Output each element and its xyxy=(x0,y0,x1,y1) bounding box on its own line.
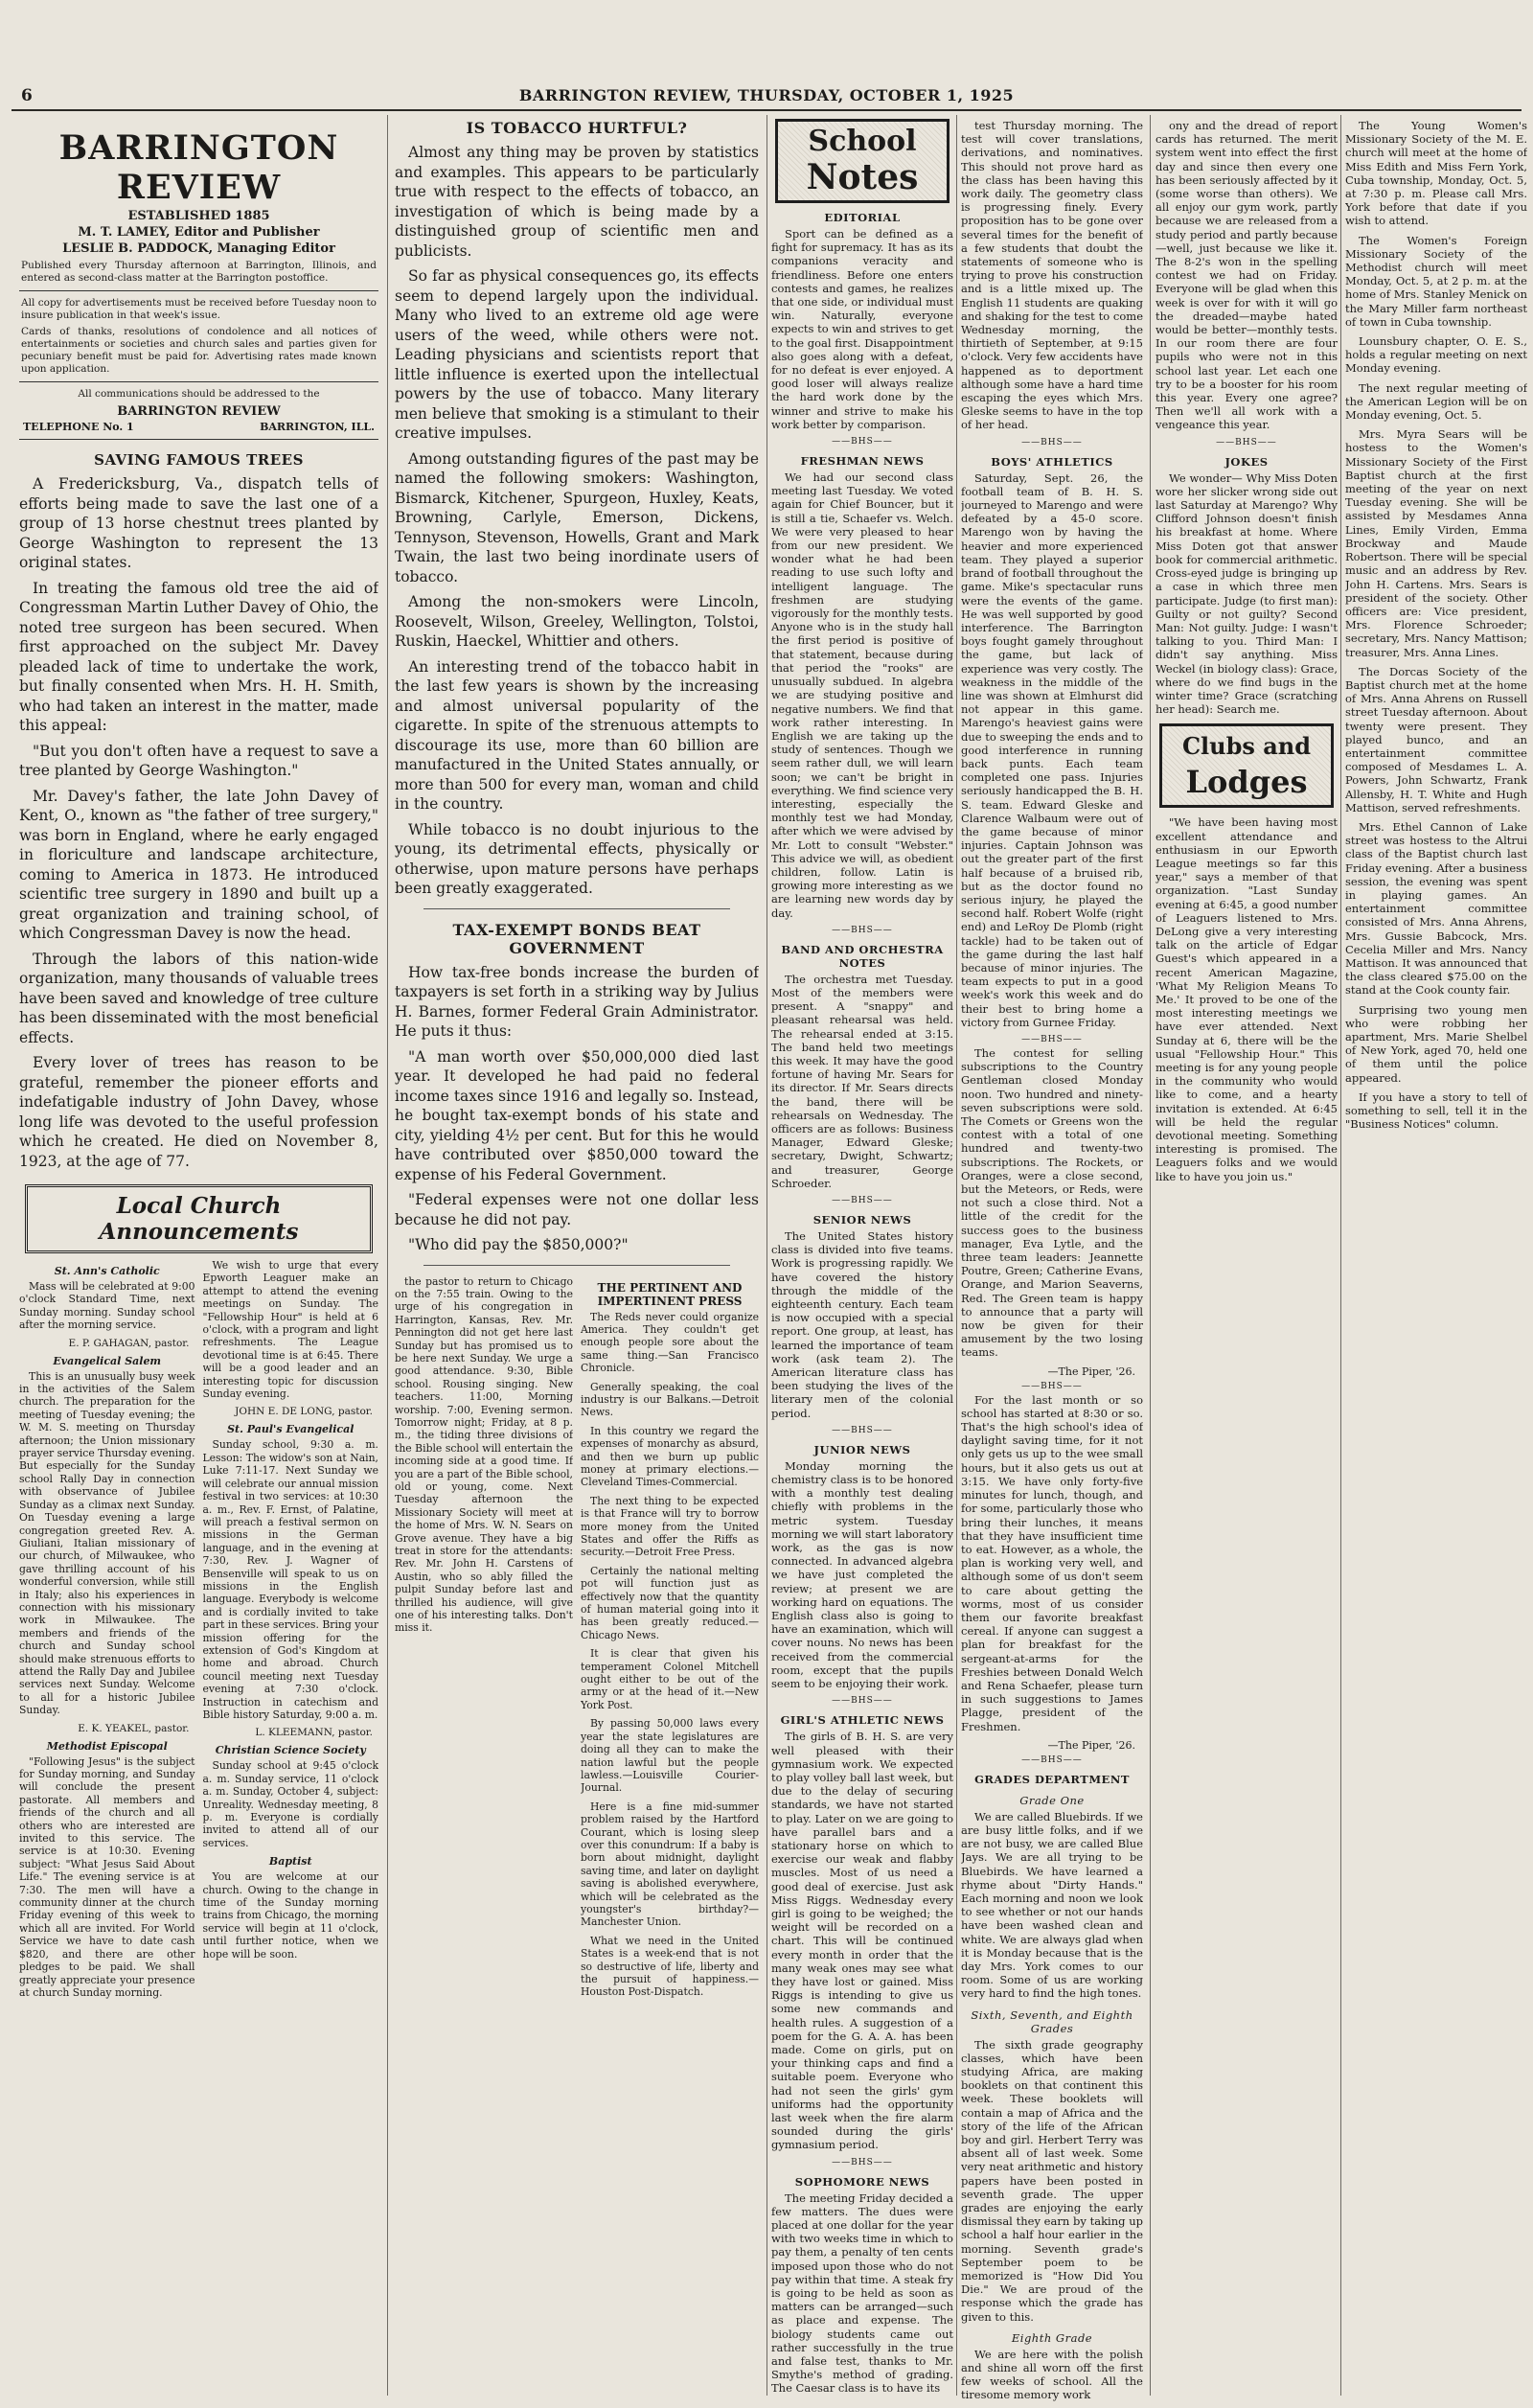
cards-note: Cards of thanks, resolutions of condolence and all notices of entertainments or societies and church sales and parties given for pecuniary benefit must be paid for. Advertising rates made known upon application. xyxy=(21,326,377,375)
column-rule xyxy=(387,115,388,2396)
editorial-headline: EDITORIAL xyxy=(824,211,901,224)
paragraph: A Fredericksburg, Va., dispatch tells of efforts being made to save the last one of a group of 13 horse chestnut trees planted by George Washington to represent the 13 original states. xyxy=(19,475,378,571)
club-notice: Mrs. Myra Sears will be hostess to the Women's Missionary Society of the First Baptist church at the first meeting of the year on next Tuesday evening. She will be assisted by Mesdames Anna Lines, Emily Virden, Emma Brockway and Maude Robertson. There will be special music and an address by Rev. John H. Cartens. Mrs. Sears is president of the society. Other officers are: Vice president, Mrs. Florence Schroeder; secretary, Mrs. Nancy Mattison; treasurer, Mrs. Anna Lines. xyxy=(1345,427,1527,659)
telephone-row xyxy=(23,421,375,433)
paragraph: Mr. Davey's father, the late John Davey of Kent, O., known as "the father of tree surgery," was born in England, where he early engaged in floriculture and landscape architecture, coming to America in 1873. He introduced scientific tree surgery in 1890 and built up a great organization and training school, of which Congressman Davey is now the head. xyxy=(19,787,378,942)
logo-word: Notes xyxy=(806,157,919,197)
club-notice: The Dorcas Society of the Baptist church met at the home of Mrs. Anna Ahrens on Russell street Tuesday afternoon. About twenty were present. They played bunco, and an entertainment committee composed of Mesdames L. A. Powers, John Schwartz, Frank Allensby, H. T. White and Hugh Mattison, served refreshments. xyxy=(1345,664,1527,814)
grade-one-text: We are called Bluebirds. If we are busy little folks, and if we are not busy, we are called Blue Jays. We are all trying to be Bluebirds. We have learned a rhyme about "Dirty Hands." Each morning and noon we look to see whether or not our hands have been washed clean and white. We are always glad when it is Monday because that is the day Mrs. York comes to our room. Some of us are working very hard to find the high tones. xyxy=(961,1809,1143,2001)
page-number: 6 xyxy=(21,86,34,105)
pertinent-headline: THE PERTINENT AND IMPERTINENT PRESS xyxy=(597,1280,743,1308)
boys-athletics-text: Saturday, Sept. 26, the football team of B. H. S. journeyed to Marengo and were defeated by a 45-0 score. Marengo won by having the heavier and more experienced team. They played a superior brand of football throughout the game. Mike's spectacular runs were the events of the game. He was well supported by good interference. The Barrington boys fought gamely throughout the game, but lack of experience was very costly. The weakness in the middle of the line was shown at Elmhurst did not appear in this game. Marengo's heaviest gains were due to sweeping the ends and to good interference in running back punts. Each team completed one pass. Injuries seriously handicapped the B. H. S. team. Edward Gleske and Clarence Walbaum were out of the game because of minor injuries. Captain Johnson was out the greater part of the first half because of a bruised rib, but as the doctor found no serious injury, he played the second half. Robert Wolfe (right end) and LeRoy De Plomb (right tackle) had to be taken out of the game during the last half because of minor injuries. The team expects to put in a good week's work this week and do their best to bring home a victory from Gurnee Friday. xyxy=(961,470,1143,1029)
editor-line: M. T. LAMEY, Editor and Publisher xyxy=(78,225,320,240)
trees-headline: SAVING FAMOUS TREES xyxy=(94,451,304,469)
sophomore-headline: SOPHOMORE NEWS xyxy=(794,2174,930,2189)
column-rule xyxy=(1340,115,1341,2396)
church-notice: Mass will be celebrated at 9:00 o'clock Standard Time, next Sunday morning. Sunday school after the morning service. xyxy=(19,1280,195,1332)
church-name: Christian Science Society xyxy=(215,1744,366,1757)
church-name: Methodist Episcopal xyxy=(46,1739,168,1753)
church-notice: the pastor to return to Chicago on the 7:55 train. Owing to the urge of his congregation in Harrington, Kansas, Rev. Mr. Pennington did not get here last Sunday but has promised us to be here next Sunday. We urge a good attendance. 9:30, Bible school. Rousing singing. New teachers. 11:00, Morning worship. 7:00, Evening sermon. Tomorrow night; Friday, at 8 p. m., the tiding three divisions of the Bible school will entertain the incoming side at a good time. If you are a part of the Bible school, old or young, come. Next Tuesday afternoon the Missionary Society will meet at the home of Mrs. W. N. Sears on Grove avenue. They have a big treat in store for the attendants: Rev. Mr. John H. Carstens of Austin, who so ably filled the pulpit Sunday before last and thrilled his audience, will give one of his interesting talks. Don't miss it. xyxy=(395,1274,573,1635)
divider xyxy=(19,290,378,291)
grade-one-headline: Grade One xyxy=(1019,1793,1085,1807)
tobacco-article xyxy=(395,143,759,899)
separator: ——BHS—— xyxy=(832,1425,893,1435)
sixth-grade-text: The sixth grade geography classes, which have been studying Africa, are making booklets on that continent this week. These booklets will contain a map of Africa and the story of the life of the African boy and girl. Herbert Terry was absent all of last week. Some very neat arithmetic and history papers have been posted in seventh grade. The upper grades are enjoying the early dismissal they earn by taking up school a half hour earlier in the morning. Seventh grade's September poem to be memorized is "How Did You Die." We are proud of the response which the grade has given to this. xyxy=(961,2037,1143,2324)
church-notice: We wish to urge that every Epworth Leaguer make an attempt to attend the evening meetings on Sunday. The "Fellowship Hour" is held at 6 o'clock, with a program and light refreshments. The League devotional time is at 6:45. There will be a good leader and an interesting topic for discussion Sunday evening. xyxy=(202,1259,378,1401)
schedule-text: For the last month or so school has started at 8:30 or so. That's the high school's idea of daylight saving time, for it not only gets us up to the wee small hours, but it also gets us out at 3:15. We have only forty-five minutes for lunch, though, and for some, particularly those who bring their lunches, it means that they have insufficient time to eat. However, as a whole, the plan is working very well, and although some of us don't seem to care about getting the worms, most of us consider them our favorite breakfast cereal. If anyone can suggest a plan for breakfast for the sergeant-at-arms for the Freshies between Donald Welch and Rena Schaefer, please turn in such suggestions to James Plagge, president of the Freshmen. xyxy=(961,1392,1143,1733)
column-rule xyxy=(956,115,957,2396)
city: BARRINGTON, ILL. xyxy=(260,421,375,433)
church-notice: Sunday school at 9:45 o'clock a. m. Sunday service, 11 o'clock a. m. Sunday, October 4, subject: Unreality. Wednesday meeting, 8 p. m. Everyone is cordially invited to attend all of our services. xyxy=(202,1759,378,1849)
church-notice: Sunday school, 9:30 a. m. Lesson: The widow's son at Nain, Luke 7:11-17. Next Sunday we will celebrate our annual mission festival in two services: at 10:30 a. m., Rev. F. Ernst, of Palatine, will preach a festival sermon on missions in the German language, and in the evening at 7:30, Rev. J. Wagner of Bensenville will speak to us on missions in the English language. Everybody is welcome and is cordially invited to take part in these services. Bring your mission offering for the extension of God's Kingdom at home and abroad. Church council meeting next Tuesday evening at 7:30 o'clock. Instruction in catechism and Bible history Saturday, 9:00 a. m. xyxy=(202,1438,378,1721)
paragraph: An interesting trend of the tobacco habit in the last few years is shown by the increasing and almost universal popularity of the cigarette. In spite of the strenuous attempts to discourage its use, more than 60 billion are manufactured in the United States annually, or more than 500 for every man, woman and child in the country. xyxy=(395,657,759,813)
girls-athletic-text: The girls of B. H. S. are very well pleased with their gymnasium work. We expected to play volley ball last week, but due to the delay of securing standards, we have not started to play. Later on we are going to have parallel bars and a stationary horse on which to exercise our weak and flabby muscles. Most of us need a good deal of exercise. Just ask Miss Riggs. Wednesday every girl is going to be weighed; the weight will be recorded on a chart. This will be continued every month in order that the many weak ones may see what they have lost or gained. Miss Riggs is intending to give us some new commands and health rules. A suggestion of a poem for the G. A. A. has been made. Come on girls, put on your thinking caps and find a suitable poem. Everyone who had not seen the girls' gym uniforms had the opportunity last week when the fire alarm sounded during the girls' gymnasium period. xyxy=(771,1730,953,2152)
separator: ——BHS—— xyxy=(832,925,893,935)
paragraph: Through the labors of this nation-wide organization, many thousands of valuable trees have been saved and knowledge of tree culture has been disseminated with the most beneficial effects. xyxy=(19,950,378,1046)
signature: L. KLEEMANN, pastor. xyxy=(255,1727,373,1739)
senior-text: The United States history class is divided into five teams. Work is progressing rapidly. We have covered the history through the middle of the eighteenth century. Each team is now occupied with a special report. One group, at least, has learned the importance of team work (ask team 2). The American literature class has been studying the lives of the literary men of the colonial period. xyxy=(771,1229,953,1420)
paragraph: How tax-free bonds increase the burden of taxpayers is set forth in a striking way by Julius H. Barnes, former Federal Grain Administrator. He puts it thus: xyxy=(395,963,759,1040)
paragraph: Almost any thing may be proven by statistics and examples. This appears to be particularly true with respect to the effects of tobacco, an investigation of which is being made by a distinguished group of scientific men and publicists. xyxy=(395,144,759,260)
paragraph: "A man worth over $50,000,000 died last year. It developed he had paid no federal income taxes since 1916 and legally so. Instead, he bought tax-exempt bonds of his state and city, yielding 4½ per cent. But for this he would have contributed over $850,000 toward the expense of his Federal Government. xyxy=(395,1047,759,1183)
press-item: In this country we regard the expenses of monarchy as absurd, and then we burn up public money at primary elections.—Cleveland Times-Commercial. xyxy=(581,1424,759,1489)
press-item: Generally speaking, the coal industry is our Balkans.—Detroit News. xyxy=(581,1380,759,1419)
senior-headline: SENIOR NEWS xyxy=(812,1213,912,1227)
separator: ——BHS—— xyxy=(1216,437,1277,447)
church-name: Evangelical Salem xyxy=(53,1354,162,1367)
club-notice: The next regular meeting of the American Legion will be on Monday evening, Oct. 5. xyxy=(1345,380,1527,423)
credit-line: —The Piper, '26. xyxy=(1047,1365,1135,1378)
pertinent-press xyxy=(581,1275,759,2005)
church-notice: You are welcome at our church. Owing to the change in time of the Sunday morning trains from Chicago, the morning service will begin at 11 o'clock, until further notice, when we hope will be soon. xyxy=(202,1870,378,1961)
separator: ——BHS—— xyxy=(1021,1381,1083,1391)
junior-text: Monday morning the chemistry class is to be honored with a monthly test dealing chiefly with problems in the metric system. Tuesday morning we will start laboratory work, as the gas is now connected. In advanced algebra we have just completed the review; at present we are working hard on equations. The English class also is going to have an examination, which will cover nouns. No news has been received from the commercial room, except that the pupils seem to be enjoying their work. xyxy=(771,1458,953,1691)
band-text: The orchestra met Tuesday. Most of the members were present. A "snappy" and pleasant rehearsal was held. The rehearsal ended at 3:15. The band held two meetings this week. It may have the good fortune of having Mr. Sears for its director. If Mr. Sears directs the band, there will be rehearsals on Wednesday. The officers are as follows: Business Manager, Edward Gleske; secretary, Dwight, Schwartz; and treasurer, George Schroeder. xyxy=(771,972,953,1190)
eighth-grade-continued: ony and the dread of report cards has returned. The merit system went into effect the first day and since then every one has been seriously affected by it (some worse than others). We all enjoy our gym work, partly because we are released from a study period and partly because—well, just because we like it. The 8-2's won in the spelling contest we had on Friday. Everyone will be glad when this week is over for with it will go the dreaded—maybe hated would be better—monthly tests. In our room there are four pupils who were not in this school last year. Let each one try to be a booster for his room this year. Every one agree? Then we'll all work with a vengeance this year. xyxy=(1155,119,1338,432)
divider xyxy=(19,381,378,382)
logo-word: School xyxy=(808,125,917,158)
eighth-grade-headline: Eighth Grade xyxy=(1011,2330,1093,2345)
trees-article xyxy=(19,474,378,1171)
sophomore-text: The meeting Friday decided a few matters. The dues were placed at one dollar for the year with two weeks time in which to pay them, a penalty of ten cents imposed upon those who do not pay within that time. A steak fry is going to be held as soon as matters can be arranged—such as place and expense. The biology students came out rather successfully in the true and false test, thanks to Mr. Smythe's method of grading. The Caesar class is to have its xyxy=(771,2190,953,2396)
sixth-grade-headline: Sixth, Seventh, and Eighth Grades xyxy=(971,2007,1133,2035)
column-2 xyxy=(395,0,759,2005)
paragraph: "But you don't often have a request to save a tree planted by George Washington." xyxy=(19,742,378,779)
paragraph: "Federal expenses were not one dollar less because he did not pay. xyxy=(395,1191,759,1228)
clubs-lodges-logo xyxy=(1159,723,1334,808)
band-headline: BAND AND ORCHESTRA NOTES xyxy=(781,942,944,970)
divider xyxy=(423,1265,730,1266)
separator: ——BHS—— xyxy=(1021,437,1083,447)
sophomore-continued: test Thursday morning. The test will cover translations, derivations, and nominatives. This should not prove hard as the class has been having this work daily. The geometry class is progressing finely. Every proposition has to be gone over several times for the benefit of a few students that doubt the statements of someone who is trying to prove his construction and is a little mixed up. The English 11 students are quaking and shaking for the test to come Wednesday morning, the thirtieth of September, at 9:15 o'clock. Very few accidents have happened as to deportment although some have a hard time escaping the eyes which Mrs. Gleske seems to have in the top of her head. xyxy=(961,119,1143,432)
copy-note: All copy for advertisements must be received before Tuesday noon to insure publication in that week's issue. xyxy=(21,297,377,321)
signature: E. P. GAHAGAN, pastor. xyxy=(68,1337,190,1349)
column-4 xyxy=(961,0,1143,2408)
established: ESTABLISHED 1885 xyxy=(127,209,270,223)
address-name: BARRINGTON REVIEW xyxy=(117,404,281,419)
column-1 xyxy=(19,0,378,2005)
church-announcements-heading: Local Church Announcements xyxy=(25,1184,373,1253)
folio-title: BARRINGTON REVIEW, THURSDAY, OCTOBER 1, 1925 xyxy=(518,86,1015,104)
separator: ——BHS—— xyxy=(832,1196,893,1205)
jokes-headline: JOKES xyxy=(1224,454,1269,469)
freshman-headline: FRESHMAN NEWS xyxy=(800,454,925,469)
tobacco-headline: IS TOBACCO HURTFUL? xyxy=(466,119,688,137)
press-item: The next thing to be expected is that France will try to borrow more money from the United States and offer the Riffs as security.—Detroit Free Press. xyxy=(581,1494,759,1559)
masthead xyxy=(19,128,378,440)
paragraph: Among outstanding figures of the past may be named the following smokers: Washington, Bismarck, Kitchener, Spurgeon, Huxley, Keats, Browning, Carlyle, Emerson, Dickens, Tennyson, Stevenson, Howells, Grant and Mark Twain, the last two being inordinate users of tobacco. xyxy=(395,449,759,585)
church-name: Baptist xyxy=(268,1855,312,1869)
separator: ——BHS—— xyxy=(832,437,893,447)
publication-note: Published every Thursday afternoon at Barrington, Illinois, and entered as second-class matter at the Barrington postoffice. xyxy=(21,260,377,284)
grades-headline: GRADES DEPARTMENT xyxy=(974,1772,1130,1786)
baptist-continued xyxy=(395,1275,573,2005)
column-rule xyxy=(1150,115,1151,2396)
column-5 xyxy=(1155,0,1338,1189)
signature: E. K. YEAKEL, pastor. xyxy=(78,1722,190,1734)
separator: ——BHS—— xyxy=(1021,1754,1083,1765)
press-item: By passing 50,000 laws every year the state legislatures are doing all they can to make the nation lawful but the people lawless.—Louisville Courier-Journal. xyxy=(581,1717,759,1795)
column-3 xyxy=(771,0,953,2401)
managing-editor-line: LESLIE B. PADDOCK, Managing Editor xyxy=(62,241,335,256)
column-6 xyxy=(1345,0,1527,1136)
column-rule xyxy=(766,115,767,2396)
jokes-text: We wonder— Why Miss Doten wore her slicker wrong side out last Saturday at Marengo? Why Clifford Johnson doesn't finish his breakfast at home. Where Miss Doten got that answer book for commercial arithmetic. Cross-eyed judge is bringing up a case in which three men participate. Judge (to first man): Guilty or not guilty? Second Man: Not guilty. Judge: I wasn't talking to you. Third Man: I didn't say anything. Miss Weckel (in biology class): Grace, where do we find bugs in the winter time? Grace (scratching her head): Search me. xyxy=(1155,470,1338,717)
club-notice: Lounsbury chapter, O. E. S., holds a regular meeting on next Monday evening. xyxy=(1345,334,1527,376)
telephone: TELEPHONE No. 1 xyxy=(23,421,134,433)
paragraph: Among the non-smokers were Lincoln, Roosevelt, Wilson, Greeley, Wellington, Tolstoi, Ruskin, Haeckel, Whittier and others. xyxy=(395,593,759,650)
tax-headline: TAX-EXEMPT BONDS BEAT GOVERNMENT xyxy=(452,920,701,957)
press-item: It is clear that given his temperament Colonel Mitchell ought either to be out of the army or at the head of it.—New York Post. xyxy=(581,1647,759,1711)
girls-athletic-headline: GIRL'S ATHLETIC NEWS xyxy=(780,1713,945,1728)
club-notice: Surprising two young men who were robbing her apartment, Mrs. Marie Shelbel of New York, aged 70, held one of them until the police appeared. xyxy=(1345,1002,1527,1085)
church-notice: This is an unusually busy week in the activities of the Salem church. The preparation for the meeting of Tuesday evening; the W. M. S. meeting on Thursday afternoon; the Union missionary prayer service Thursday evening. But especially for the Sunday school Rally Day in connection with observance of Jubilee Sunday as a climax next Sunday. On Tuesday evening a large congregation greeted Rev. A. Giuliani, Italian missionary of our church, of Milwaukee, who gave thrilling account of his wonderful conversion, while still in Italy; also his experiences in connection with his missionary work in Milwaukee. The members and friends of the church and Sunday school should make strenuous efforts to attend the Rally Day and Jubilee services next Sunday. Welcome to all for a historic Jubilee Sunday. xyxy=(19,1369,195,1717)
freshman-text: We had our second class meeting last Tuesday. We voted again for Chief Bouncer, but it is still a tie, Schaefer vs. Welch. We were very pleased to hear from our new president. We wonder what he had been reading to use such lofty and intelligent language. The freshmen are studying vigorously for the monthly tests. Anyone who is in the study hall the first period is positive of that statement, because during that period the "rooks" are unusually subdued. In algebra we are studying positive and negative numbers. We find that work rather interesting. In English we are taking up the study of sentences. Though we seem rather dull, we will learn soon; we can't be bright in everything. We find science very interesting, especially the monthly test we had Monday, after which we were advised by Mr. Lott to consult "Webster." This advice we will, as obedient children, follow. Latin is growing more interesting as we are learning new words day by day. xyxy=(771,470,953,920)
separator: ——BHS—— xyxy=(832,1696,893,1707)
press-item: What we need in the United States is a week-end that is not so destructive of life, liberty and the pursuit of happiness.—Houston Post-Dispatch. xyxy=(581,1934,759,1999)
church-name: St. Paul's Evangelical xyxy=(227,1423,355,1436)
signature: JOHN E. DE LONG, pastor. xyxy=(235,1406,373,1418)
church-notice: "Following Jesus" is the subject for Sunday morning, and Sunday will conclude the present pastorate. All members and friends of the church and all others who are interested are invited to this service. The service is at 10:30. Evening subject: "What Jesus Said About Life." The evening service is at 7:30. The men will have a community dinner at the church Friday evening of this week to which all are invited. For World Service we have to date cash $820, and there are other pledges to be paid. We shall greatly appreciate your presence at church Sunday morning. xyxy=(19,1754,195,1999)
junior-headline: JUNIOR NEWS xyxy=(813,1442,911,1456)
church-name: St. Ann's Catholic xyxy=(54,1265,160,1277)
logo-word: Clubs and xyxy=(1181,732,1312,761)
divider xyxy=(19,439,378,440)
press-item: Here is a fine mid-summer problem raised by the Hartford Courant, which is losing sleep over this conundrum: If a baby is born about midnight, daylight saving time, and later on daylight saving is abolished everywhere, which will be celebrated as the youngster's birthday?—Manchester Union. xyxy=(581,1800,759,1929)
paper-title: BARRINGTON REVIEW xyxy=(58,128,339,207)
club-notice: The Women's Foreign Missionary Society of the Methodist church will meet Monday, Oct. 5, at 2 p. m. at the home of Mrs. Stanley Menick on the Mary Miller farm northeast of town in Cuba township. xyxy=(1345,233,1527,329)
paragraph: "Who did pay the $850,000?" xyxy=(408,1236,629,1253)
club-notice: "We have been having most excellent attendance and enthusiasm in our Epworth League meetings so far this year," says a member of that organization. "Last Sunday evening at 6:45, a good number of Leaguers listened to Mrs. DeLong give a very interesting talk on the article of Edgar Guest's which appeared in a recent American Magazine, 'What My Religion Means To Me.' It proved to be one of the most interesting meetings we have ever attended. Next Sunday at 6, there will be the usual "Fellowship Hour." This meeting is for any young people in the community who would like to come, and a hearty invitation is extended. At 6:45 will be held the regular devotional meeting. Something interesting is promised. The Leaguers folks and we would like to have you join us." xyxy=(1155,815,1338,1183)
club-notice: If you have a story to tell of something to sell, tell it in the "Business Notices" column. xyxy=(1345,1089,1527,1132)
school-notes-logo xyxy=(775,119,950,203)
church-announcements xyxy=(19,1259,378,2005)
lower-subcolumns xyxy=(395,1275,759,2005)
subscription-contest-text: The contest for selling subscriptions to the Country Gentleman closed Monday noon. Two hundred and ninety-seven subscriptions were sold. The Comets or Greens won the contest with a total of one hundred and twenty-two subscriptions. The Rockets, or Oranges, were a close second, but the Meteors, or Reds, were not such a close third. Not a little of the credit for the success goes to the business manager, Eva Lytle, and the three team leaders: Jeannette Poutre, Green; Catherine Evans, Orange, and Marion Seaverns, Red. The Green team is happy to announce that a party will now be given for their amusement by the two losing teams. xyxy=(961,1046,1143,1360)
church-subcolumn-b xyxy=(203,1259,379,2005)
credit-line: —The Piper, '26. xyxy=(1047,1738,1135,1752)
separator: ——BHS—— xyxy=(1021,1035,1083,1044)
club-notice: Mrs. Ethel Cannon of Lake street was hostess to the Altrui class of the Baptist church last Friday evening. After a business session, the evening was spent in playing games. An entertainment committee consisted of Mrs. Anna Ahrens, Mrs. Gussie Babcock, Mrs. Cecelia Miller and Mrs. Nancy Mattison. It was announced that the class cleared $75.00 on the stand at the Cook county fair. xyxy=(1345,819,1527,998)
boys-athletics-headline: BOYS' ATHLETICS xyxy=(991,454,1113,469)
separator: ——BHS—— xyxy=(832,2157,893,2167)
church-subcolumn-a xyxy=(19,1259,195,2005)
paragraph: While tobacco is no doubt injurious to the young, its detrimental effects, physically or otherwise, upon mature persons have perhaps been greatly exaggerated. xyxy=(395,820,759,897)
paragraph: Every lover of trees has reason to be grateful, remember the pioneer efforts and indefatigable industry of John Davey, whose long life was devoted to the useful profession which he created. He died on November 8, 1923, at the age of 77. xyxy=(19,1054,378,1170)
tax-article xyxy=(395,963,759,1255)
logo-word: Lodges xyxy=(1185,764,1308,801)
club-notice: The Young Women's Missionary Society of the M. E. church will meet at the home of Miss Edith and Miss Fern York, Cuba township, Monday, Oct. 5, at 7:30 p. m. Please call Mrs. York before that date if you wish to attend. xyxy=(1345,119,1527,228)
address-note: All communications should be addressed to the xyxy=(78,388,320,400)
divider xyxy=(423,908,730,909)
press-item: The Reds never could organize America. They couldn't get enough people sore about the same thing.—San Francisco Chronicle. xyxy=(581,1310,759,1375)
editorial-text: Sport can be defined as a fight for supremacy. It has as its companions veracity and friendliness. Before one enters contests and games, he realizes that one side, or individual must win. Naturally, everyone expects to win and strives to get to the goal first. Disappointment also goes along with a defeat, for no defeat is ever enjoyed. A good loser will always realize the hard work done by the winner and strive to make his work better by comparison. xyxy=(771,227,953,431)
paragraph: In treating the famous old tree the aid of Congressman Martin Luther Davey of Ohio, the noted tree surgeon has been secured. When first approached on the subject Mr. Davey pleaded lack of time to undertake the work, but finally consented when Mrs. H. H. Smith, who had taken an interest in the matter, made this appeal: xyxy=(19,579,378,734)
paragraph: So far as physical consequences go, its effects seem to depend largely upon the individual. Many who lived to an extreme old age were users of the weed, while others were not. Leading physicians and scientists report that little influence is exerted upon the intellectual powers by the use of tobacco. Many literary men believe that smoking is a stimulant to their creative impulses. xyxy=(395,267,759,442)
eighth-grade-text: We are here with the polish and shine all worn off the first few weeks of school. All the tiresome memory work xyxy=(961,2347,1143,2402)
press-item: Certainly the national melting pot will function just as effectively now that the quantity of human material going into it has been greatly reduced.—Chicago News. xyxy=(581,1564,759,1641)
